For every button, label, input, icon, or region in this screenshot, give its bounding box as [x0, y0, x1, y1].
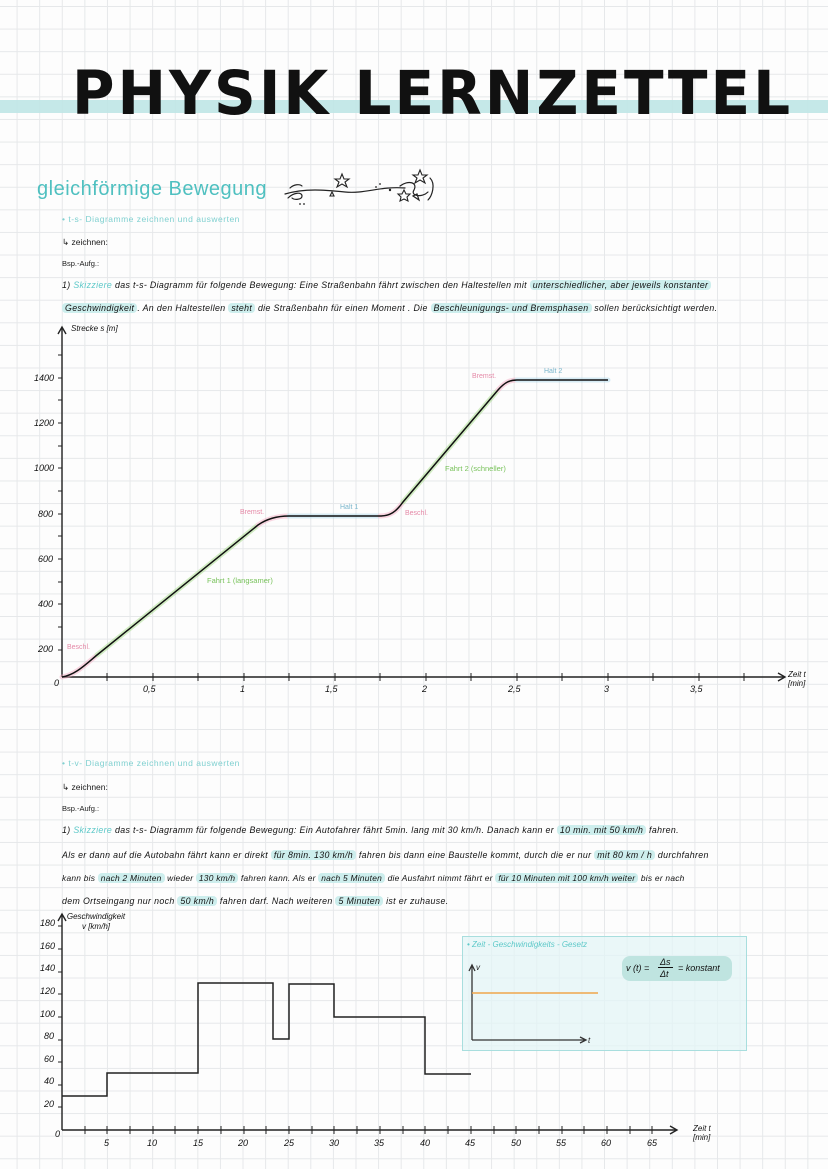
task-text: . Danach kann er — [481, 825, 555, 835]
x-tick: 2 — [422, 684, 428, 694]
task-text: fahren. — [649, 825, 679, 835]
formula-rhs: = konstant — [678, 963, 720, 973]
task-text: die Ausfahrt nimmt fährt er — [387, 873, 493, 883]
task-text: Als er dann auf die Autobahn fährt kann er direkt — [62, 850, 269, 860]
ts-x-axis-label: Zeit t [min] — [788, 670, 806, 688]
task-number: 1) — [62, 825, 71, 835]
task-text: fahren bis dann eine Baustelle kommt, durch die er nur — [358, 850, 592, 860]
y-tick: 80 — [44, 1031, 55, 1041]
ts-draw-label: ↳ zeichnen: — [62, 237, 108, 247]
ts-task-line-2 — [62, 303, 717, 313]
task-text: fahren kann. Als er — [240, 873, 316, 883]
tv-task-line-3 — [62, 873, 685, 883]
page-title: PHYSIK LERNZETTEL — [72, 57, 794, 129]
task-text: sollen berücksichtigt werden. — [594, 303, 718, 313]
tv-example-label: Bsp.-Aufg.: — [62, 804, 100, 813]
x-tick: 60 — [601, 1138, 612, 1148]
highlighted-text: nach 5 Minuten — [318, 873, 385, 883]
x-tick: 1 — [240, 684, 246, 694]
highlighted-text: Beschleunigungs- und Bremsphasen — [431, 303, 592, 313]
highlighted-text: mit 80 km / h — [594, 850, 655, 860]
highlighted-text: 5 Minuten — [335, 896, 383, 906]
tv-task-line-2 — [62, 850, 709, 860]
y-tick: 180 — [40, 918, 56, 928]
x-tick: 0,5 — [143, 684, 156, 694]
ts-y-axis-label: Strecke s [m] — [71, 324, 118, 333]
x-tick: 50 — [511, 1138, 522, 1148]
y-tick: 1000 — [34, 463, 55, 473]
x-tick: 30 — [329, 1138, 340, 1148]
highlighted-text: für 10 Minuten mit 100 km/h weiter — [495, 873, 638, 883]
y-tick: 200 — [38, 644, 54, 654]
ts-example-label: Bsp.-Aufg.: — [62, 259, 100, 268]
x-tick: 40 — [420, 1138, 431, 1148]
task-text: fahren darf. Nach weiteren — [219, 896, 333, 906]
highlighted-text: Geschwindigkeit — [62, 303, 137, 313]
y-tick: 60 — [44, 1054, 55, 1064]
x-tick: 45 — [465, 1138, 476, 1148]
annotation-halt-1: Halt 1 — [340, 504, 359, 511]
origin-label: 0 — [54, 678, 60, 688]
y-tick: 40 — [44, 1076, 55, 1086]
annotation-beschl-2: Beschl. — [405, 510, 428, 517]
task-text: die Straßenbahn für einen Moment . Die — [257, 303, 428, 313]
swirl-stars-doodle-icon — [280, 168, 440, 210]
t-axis-label: t — [588, 1036, 591, 1045]
task-keyword: Skizziere — [73, 825, 113, 835]
x-tick: 65 — [647, 1138, 658, 1148]
x-tick: 55 — [556, 1138, 567, 1148]
formula-lhs: v (t) = — [626, 963, 650, 973]
x-tick: 2,5 — [508, 684, 521, 694]
origin-label: 0 — [55, 1129, 61, 1139]
task-text: kann bis — [62, 873, 96, 883]
tv-task-line-1 — [62, 825, 679, 835]
task-text: dem Ortseingang nur noch — [62, 896, 175, 906]
highlighted-text: 50 km/h — [177, 896, 217, 906]
highlighted-text: unterschiedlicher, aber jeweils konstanter — [530, 280, 712, 290]
tv-subheading: • t-v- Diagramme zeichnen und auswerten — [62, 758, 240, 768]
y-tick: 160 — [40, 941, 56, 951]
tv-x-axis-label: Zeit t [min] — [693, 1124, 711, 1142]
task-keyword: Skizziere — [73, 280, 113, 290]
annotation-halt-2: Halt 2 — [544, 368, 563, 375]
task-text: ist er zuhause. — [386, 896, 449, 906]
annotation-bremst-1: Bremst. — [240, 509, 265, 516]
x-tick: 3,5 — [690, 684, 703, 694]
highlighted-text: 10 min. mit 50 km/h — [557, 825, 646, 835]
annotation-fahrt-1: Fahrt 1 (langsamer) — [207, 576, 273, 585]
x-tick: 5 — [104, 1138, 110, 1148]
y-tick: 400 — [38, 599, 54, 609]
y-tick: 20 — [44, 1099, 55, 1109]
annotation-fahrt-2: Fahrt 2 (schneller) — [445, 464, 506, 473]
highlighted-text: 130 km/h — [196, 873, 238, 883]
x-tick: 3 — [604, 684, 610, 694]
task-number: 1) — [62, 280, 71, 290]
x-tick: 10 — [147, 1138, 158, 1148]
ts-subheading: • t-s- Diagramme zeichnen und auswerten — [62, 214, 240, 224]
x-tick: 1,5 — [325, 684, 338, 694]
y-tick: 120 — [40, 986, 56, 996]
task-text: das t-s- Diagramm für folgende Bewegung: Ein Autofahrer fährt — [114, 825, 383, 835]
tv-draw-label: ↳ zeichnen: — [62, 782, 108, 792]
x-tick: 15 — [193, 1138, 204, 1148]
formula-numerator: Δs — [660, 957, 671, 967]
annotation-bremst-2: Bremst. — [472, 373, 497, 380]
y-tick: 100 — [40, 1009, 56, 1019]
ts-task-line-1 — [62, 280, 711, 290]
task-text: durchfahren — [657, 850, 709, 860]
y-tick: 1200 — [34, 418, 55, 428]
x-tick: 20 — [238, 1138, 249, 1148]
annotation-beschl-1: Beschl. — [67, 644, 90, 651]
highlighted-text: steht — [228, 303, 255, 313]
velocity-formula — [622, 956, 732, 981]
velocity-law-title: • Zeit - Geschwindigkeits - Gesetz — [467, 940, 588, 949]
x-tick: 25 — [284, 1138, 295, 1148]
task-text: bis er nach — [640, 873, 685, 883]
task-text: 5min. lang mit 30 km/h — [385, 825, 482, 835]
task-text: das t-s- Diagramm für folgende Bewegung: Eine Straßenbahn fährt zwischen den Haltestellen mit — [114, 280, 527, 290]
y-tick: 140 — [40, 963, 56, 973]
task-text: wieder — [167, 873, 194, 883]
v-axis-label: v — [476, 963, 480, 972]
x-tick: 35 — [374, 1138, 385, 1148]
constant-velocity-mini-graph — [465, 962, 605, 1046]
task-text: . An den Haltestellen — [137, 303, 226, 313]
y-tick: 1400 — [34, 373, 55, 383]
formula-denominator: Δt — [660, 969, 669, 979]
highlighted-text: nach 2 Minuten — [98, 873, 165, 883]
y-tick: 800 — [38, 509, 54, 519]
tv-y-axis-label: Geschwindigkeit v [km/h] — [66, 912, 126, 931]
highlighted-text: für 8min. 130 km/h — [271, 850, 356, 860]
section-heading: gleichförmige Bewegung — [37, 178, 268, 200]
y-tick: 600 — [38, 554, 54, 564]
